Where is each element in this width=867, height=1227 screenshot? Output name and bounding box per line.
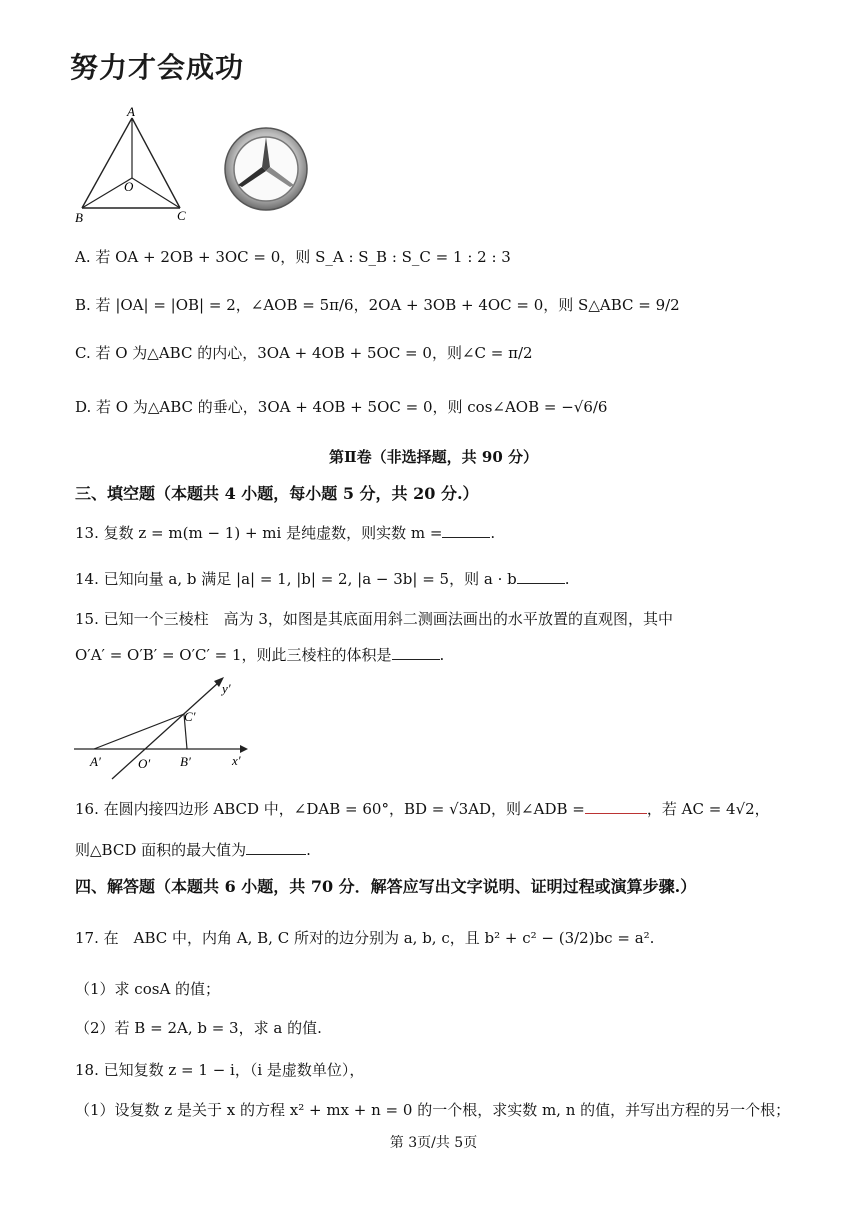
question-15-end: . [439, 646, 445, 664]
option-b: B. 若 |OA| = |OB| = 2，∠AOB = 5π/6，2OA + 3OB + 4OC = 0，则 S△ABC = 9/2 [75, 296, 680, 314]
question-16-text: 16. 在圆内接四边形 ABCD 中，∠DAB = 60°，BD = √3AD，则∠ADB = [75, 800, 585, 818]
question-16-line1 [75, 799, 770, 819]
option-d: D. 若 O 为△ABC 的垂心，3OA + 4OB + 5OC = 0，则 cos∠AOB = −√6/6 [75, 398, 608, 416]
question-13-end: . [490, 524, 496, 542]
page-footer: 第 3页/共 5页 [389, 1135, 478, 1151]
question-16-end: . [306, 841, 311, 859]
question-17-part1: （1）求 cosA 的值； [75, 980, 221, 998]
point-label-c: C′ [184, 709, 196, 724]
answer-blank [442, 523, 490, 538]
question-17-stem: 17. 在 ABC 中，内角 A, B, C 所对的边分别为 a, b, c，且 b² + c² − (3/2)bc = a². [75, 929, 655, 947]
vertex-label-b: B [75, 210, 83, 225]
axis-label-y: y′ [222, 681, 231, 696]
mercedes-star-logo-icon [222, 125, 310, 213]
section3-title: 三、填空题（本题共 4 小题，每小题 5 分，共 20 分.） [75, 484, 479, 503]
answer-blank [392, 645, 440, 660]
question-14-end: . [564, 570, 570, 588]
axis-label-x: x′ [232, 753, 241, 768]
question-14-text: 14. 已知向量 a, b 满足 |a| = 1, |b| = 2, |a − 3b| = 5，则 a · b [75, 570, 517, 588]
question-13 [75, 523, 495, 543]
point-label-b: B′ [180, 754, 191, 769]
vertex-label-a: A [127, 104, 135, 119]
answer-blank [246, 840, 306, 855]
oblique-axes-figure [72, 675, 252, 780]
question-18-part1: （1）设复数 z 是关于 x 的方程 x² + mx + n = 0 的一个根，求实数 m, n 的值，并写出方程的另一个根； [75, 1101, 791, 1119]
section4-title: 四、解答题（本题共 6 小题，共 70 分．解答应写出文字说明、证明过程或演算步骤.） [75, 877, 697, 896]
question-15-line1: 15. 已知一个三棱柱 高为 3，如图是其底面用斜二测画法画出的水平放置的直观图，其中 [75, 610, 673, 628]
point-label-a: A′ [90, 754, 101, 769]
answer-blank [517, 569, 565, 584]
question-16-mid: ，若 AC = 4√2， [646, 800, 770, 818]
question-14 [75, 569, 569, 589]
question-16-text-2: 则△BCD 面积的最大值为 [75, 841, 247, 859]
question-13-text: 13. 复数 z = m(m − 1) + mi 是纯虚数，则实数 m = [75, 524, 443, 542]
page-banner: 努力才会成功 [70, 51, 245, 84]
triangle-figure [70, 102, 195, 227]
vertex-label-o: O [124, 179, 134, 194]
point-label-o: O′ [138, 756, 151, 771]
question-15-line2 [75, 645, 444, 665]
vertex-label-c: C [177, 208, 186, 223]
question-18-stem: 18. 已知复数 z = 1 − i，（i 是虚数单位）， [75, 1061, 365, 1079]
option-a: A. 若 OA + 2OB + 3OC = 0，则 S_A : S_B : S_C = 1 : 2 : 3 [75, 248, 511, 266]
part2-title: 第Ⅱ卷（非选择题，共 90 分） [329, 448, 538, 466]
question-17-part2: （2）若 B = 2A, b = 3，求 a 的值. [75, 1019, 322, 1037]
answer-blank [585, 799, 647, 814]
question-16-line2 [75, 840, 311, 860]
option-c: C. 若 O 为△ABC 的内心，3OA + 4OB + 5OC = 0，则∠C = π/2 [75, 344, 533, 362]
question-15-text: O′A′ = O′B′ = O′C′ = 1，则此三棱柱的体积是 [75, 646, 392, 664]
